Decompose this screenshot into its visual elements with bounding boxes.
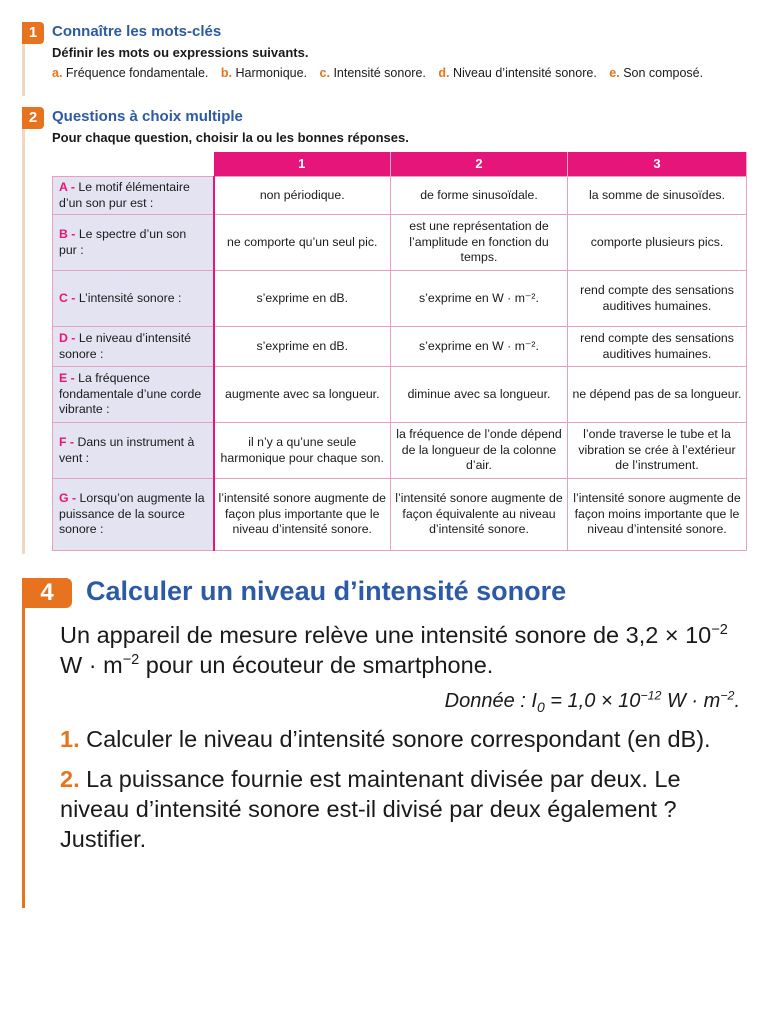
mcq-answer[interactable]: non périodique.: [214, 177, 391, 215]
table-row: [53, 215, 747, 271]
table-row: [53, 177, 747, 215]
mcq-answer[interactable]: diminue avec sa longueur.: [391, 367, 568, 423]
table-row: [53, 423, 747, 479]
mcq-header-col-2: 2: [391, 152, 568, 177]
table-row: [53, 479, 747, 551]
mcq-table: [52, 152, 747, 551]
mcq-question: D - Le niveau d’intensité sonore :: [53, 327, 214, 367]
mcq-question: G - Lorsqu’on augmente la puissance de la source sonore :: [53, 479, 214, 551]
given-data: Donnée : $I_0 = 1,0 \times 10^{-12}$ $W \cdot m^{-2}$.: [444, 688, 740, 715]
question-2: 2. La puissance fournie est maintenant divisée par deux. Le niveau d’intensité sonore est-il divisé par deux également ? Justifier.: [60, 766, 681, 852]
exercise-title: Connaître les mots-clés: [52, 23, 222, 40]
table-row: [53, 271, 747, 327]
exercise-body: [60, 620, 740, 854]
mcq-answer[interactable]: s’exprime en W · m⁻².: [391, 271, 568, 327]
mcq-answer[interactable]: s’exprime en dB.: [214, 327, 391, 367]
exercise-instruction: Définir les mots ou expressions suivants.: [52, 45, 309, 60]
keyword-list: [52, 66, 712, 80]
keyword-item: e. Son composé.: [609, 66, 704, 80]
mcq-header-empty: [53, 152, 214, 177]
mcq-answer[interactable]: comporte plusieurs pics.: [568, 215, 747, 271]
keyword-item: b. Harmonique.: [220, 66, 308, 80]
exercise-statement: Un appareil de mesure relève une intensité sonore de $3,2 \times 10^{-2}$ $W \cdot m^{-2}$ pour un écouteur de smartphone.: [60, 622, 728, 678]
mcq-answer[interactable]: la fréquence de l’onde dépend de la longueur de la colonne d’air.: [391, 423, 568, 479]
exercise-title: Calculer un niveau d’intensité sonore: [86, 576, 567, 606]
exercise-title: Questions à choix multiple: [52, 108, 243, 125]
mcq-question: E - La fréquence fondamentale d’une corde vibrante :: [53, 367, 214, 423]
exercise-side-bar: [22, 608, 25, 908]
mcq-answer[interactable]: ne dépend pas de sa longueur.: [568, 367, 747, 423]
mcq-answer[interactable]: rend compte des sensations auditives humaines.: [568, 271, 747, 327]
mcq-header-col-1: 1: [214, 152, 391, 177]
mcq-header-row: [53, 152, 747, 177]
mcq-answer[interactable]: l’onde traverse le tube et la vibration se crée à l’extérieur de l’instrument.: [568, 423, 747, 479]
exercise-instruction: Pour chaque question, choisir la ou les bonnes réponses.: [52, 130, 409, 145]
question-1: 1. Calculer le niveau d’intensité sonore correspondant (en dB).: [60, 726, 711, 752]
mcq-answer[interactable]: l’intensité sonore augmente de façon équivalente au niveau d’intensité sonore.: [391, 479, 568, 551]
table-row: [53, 327, 747, 367]
mcq-answer[interactable]: est une représentation de l’amplitude en fonction du temps.: [391, 215, 568, 271]
mcq-answer[interactable]: la somme de sinusoïdes.: [568, 177, 747, 215]
exercise-number-badge: 2: [22, 107, 44, 129]
table-row: [53, 367, 747, 423]
keyword-item: a. Fréquence fondamentale.: [52, 66, 209, 80]
mcq-question: F - Dans un instrument à vent :: [53, 423, 214, 479]
mcq-question: B - Le spectre d’un son pur :: [53, 215, 214, 271]
mcq-answer[interactable]: de forme sinusoïdale.: [391, 177, 568, 215]
exercise-number-badge: 1: [22, 22, 44, 44]
mcq-answer[interactable]: il n’y a qu’une seule harmonique pour chaque son.: [214, 423, 391, 479]
mcq-answer[interactable]: augmente avec sa longueur.: [214, 367, 391, 423]
mcq-question: A - Le motif élémentaire d’un son pur est :: [53, 177, 214, 215]
mcq-header-col-3: 3: [568, 152, 747, 177]
keyword-item: d. Niveau d’intensité sonore.: [438, 66, 597, 80]
mcq-answer[interactable]: s’exprime en dB.: [214, 271, 391, 327]
mcq-answer[interactable]: s’exprime en W · m⁻².: [391, 327, 568, 367]
mcq-question: C - L’intensité sonore :: [53, 271, 214, 327]
mcq-answer[interactable]: rend compte des sensations auditives humaines.: [568, 327, 747, 367]
mcq-answer[interactable]: l’intensité sonore augmente de façon moins importante que le niveau d’intensité sonore.: [568, 479, 747, 551]
exercise-number-badge: 4: [22, 578, 72, 608]
mcq-answer[interactable]: ne comporte qu’un seul pic.: [214, 215, 391, 271]
keyword-item: c. Intensité sonore.: [319, 66, 426, 80]
mcq-answer[interactable]: l’intensité sonore augmente de façon plus importante que le niveau d’intensité sonore.: [214, 479, 391, 551]
exercise-side-bar: [22, 129, 25, 554]
exercise-side-bar: [22, 44, 25, 96]
